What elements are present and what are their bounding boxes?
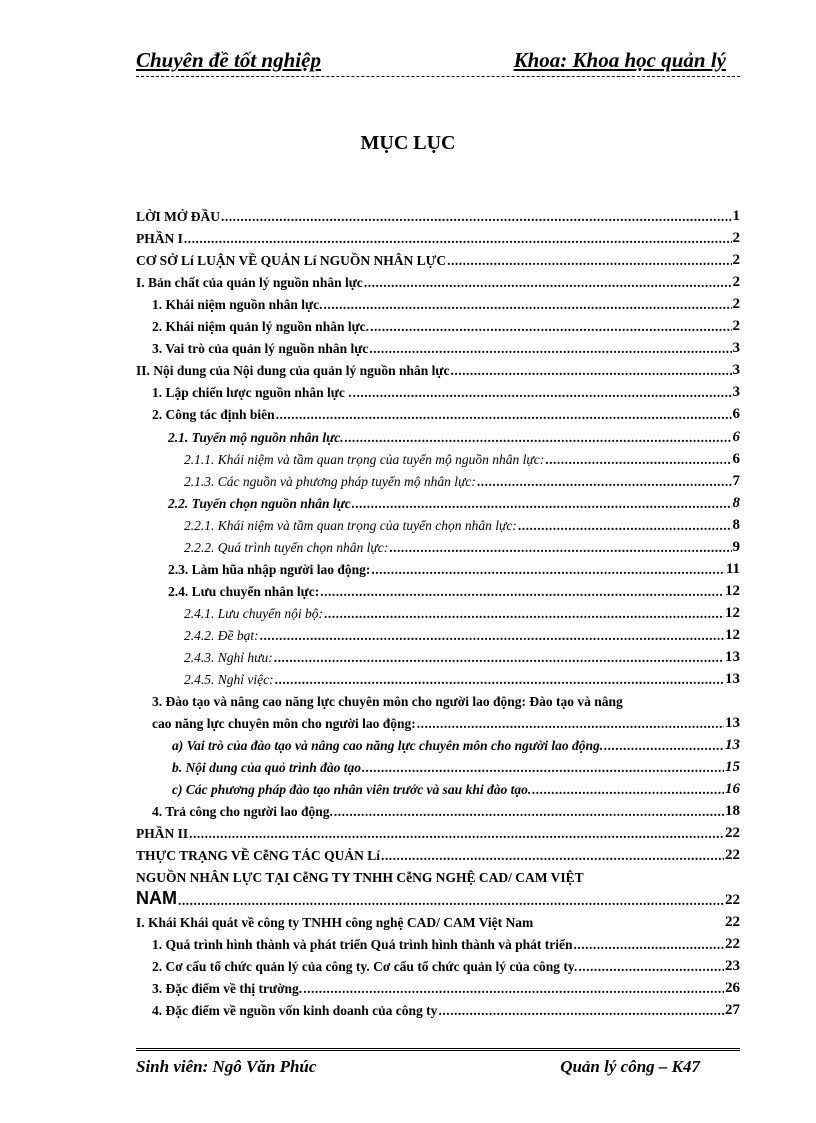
toc-entry-title: b. Nội dung của quỏ trình đào tạo	[172, 760, 362, 776]
page-footer	[136, 1048, 740, 1079]
toc-entry-title: PHẦN I	[136, 231, 183, 247]
toc-entry[interactable]	[136, 997, 740, 1019]
toc-leader-dots	[381, 848, 724, 864]
toc-leader-dots	[320, 584, 724, 600]
toc-entry[interactable]	[136, 820, 740, 842]
toc-entry-title: 3. Đào tạo và nâng cao năng lực chuyên môn cho người lao động: Đào tạo và nâng	[152, 694, 623, 710]
toc-entry[interactable]	[136, 732, 740, 754]
toc-entry-title: 2.4.3. Nghỉ hưu:	[184, 649, 273, 665]
toc-page-number: 13	[725, 648, 740, 665]
toc-entry[interactable]	[136, 776, 740, 798]
toc-entry-title: I. Khái Khái quát về công ty TNHH công nghệ CAD/ CAM Việt Nam	[136, 914, 534, 930]
toc-entry-title: 3. Đặc điểm về thị trường.	[152, 980, 303, 996]
toc-leader-dots	[324, 606, 724, 622]
toc-page-number: 3	[732, 362, 740, 379]
toc-page-number: 16	[725, 781, 740, 798]
toc-leader-dots	[274, 650, 724, 666]
toc-entry-title: NAM	[136, 887, 177, 908]
table-of-contents	[136, 203, 740, 1019]
toc-entry[interactable]	[136, 864, 740, 886]
toc-page-number: 23	[725, 957, 740, 974]
toc-entry-title: II. Nội dung của Nội dung của quản lý nguồn nhân lực	[136, 363, 450, 379]
toc-entry[interactable]	[136, 622, 740, 644]
toc-entry-title: 2. Cơ cấu tổ chức quản lý của công ty. Cơ cấu tổ chức quản lý của công ty.	[152, 958, 578, 974]
toc-page-number: 13	[725, 737, 740, 754]
toc-page-number: 22	[725, 935, 740, 952]
toc-page-number: 6	[732, 406, 740, 423]
toc-entry-title: 4. Trả công cho người lao động.	[152, 804, 333, 820]
toc-entry[interactable]	[136, 886, 740, 908]
toc-page-number: 12	[725, 582, 740, 599]
toc-entry-title: LỜI MỞ ĐẦU	[136, 209, 220, 225]
header-left: Chuyên đề tốt nghiệp	[136, 48, 321, 72]
page-header	[136, 46, 740, 77]
toc-leader-dots	[362, 760, 724, 776]
toc-page-number: 12	[725, 626, 740, 643]
toc-entry[interactable]	[136, 688, 740, 710]
toc-page-number: 2	[732, 296, 740, 313]
toc-entry-title: 2.2.1. Khái niệm và tầm quan trọng của tuyển chọn nhân lực:	[184, 517, 517, 533]
toc-entry[interactable]	[136, 666, 740, 688]
toc-leader-dots	[604, 738, 724, 754]
toc-entry-title: 3. Vai trò của quản lý nguồn nhân lực	[152, 341, 369, 357]
toc-entry-title: 2. Công tác định biên	[152, 407, 275, 423]
toc-entry[interactable]	[136, 423, 740, 445]
toc-entry[interactable]	[136, 490, 740, 512]
toc-entry[interactable]	[136, 798, 740, 820]
toc-entry[interactable]	[136, 379, 740, 401]
toc-leader-dots	[324, 297, 732, 313]
toc-entry-title: PHẦN II	[136, 826, 189, 842]
toc-entry[interactable]	[136, 909, 740, 931]
header-right: Khoa: Khoa học quản lý	[513, 48, 726, 72]
toc-entry-title: 2.4. Lưu chuyển nhân lực:	[168, 583, 320, 599]
toc-entry-title: 2.3. Làm hũa nhập người lao động:	[168, 561, 371, 577]
toc-entry[interactable]	[136, 975, 740, 997]
toc-leader-dots	[370, 319, 731, 335]
toc-entry-title: 1. Khái niệm nguồn nhân lực.	[152, 297, 323, 313]
toc-page-number: 22	[725, 891, 740, 908]
toc-leader-dots	[450, 363, 731, 379]
toc-leader-dots	[221, 209, 732, 225]
toc-entry[interactable]	[136, 203, 740, 225]
toc-leader-dots	[260, 628, 724, 644]
toc-page-number: 1	[732, 208, 740, 225]
toc-leader-dots	[178, 893, 724, 909]
toc-entry[interactable]	[136, 313, 740, 335]
toc-page-number: 13	[725, 671, 740, 688]
toc-entry-title: NGUỒN NHÂN LỰC TẠI CễNG TY TNHH CễNG NGHỆ CAD/ CAM VIỆT	[136, 870, 584, 886]
toc-page-number: 6	[732, 450, 740, 467]
toc-entry[interactable]	[136, 644, 740, 666]
toc-entry-title: 2.4.1. Lưu chuyển nội bộ:	[184, 605, 323, 621]
toc-entry[interactable]	[136, 357, 740, 379]
toc-entry-title: 2.1. Tuyển mộ nguồn nhân lực.	[168, 429, 344, 445]
toc-page-number: 26	[725, 979, 740, 996]
toc-page-number: 3	[732, 384, 740, 401]
toc-entry-title: 2.1.3. Các nguồn và phương pháp tuyển mộ nhân lực:	[184, 473, 476, 489]
toc-leader-dots	[532, 782, 724, 798]
toc-page-number: 6	[732, 428, 740, 445]
toc-page-number: 2	[732, 318, 740, 335]
toc-leader-dots	[303, 981, 724, 997]
toc-entry-title: 4. Đặc điểm về nguồn vốn kinh doanh của công ty	[152, 1002, 438, 1018]
toc-page-number: 2	[732, 274, 740, 291]
toc-entry[interactable]	[136, 842, 740, 864]
toc-entry[interactable]	[136, 247, 740, 269]
footer-left: Sinh viên: Ngô Văn Phúc	[136, 1057, 317, 1076]
toc-page-number: 2	[732, 252, 740, 269]
toc-page-number: 12	[725, 604, 740, 621]
toc-leader-dots	[545, 452, 731, 468]
footer-right: Quản lý công – K47	[560, 1057, 700, 1076]
toc-entry-title: 1. Quá trình hình thành và phát triển Quá trình hình thành và phát triển	[152, 936, 573, 952]
toc-entry-title: 2. Khái niệm quản lý nguồn nhân lực.	[152, 319, 370, 335]
toc-entry-title: CƠ SỞ Lí LUẬN VỀ QUẢN Lí NGUỒN NHÂN LỰC	[136, 253, 447, 269]
toc-leader-dots	[345, 430, 732, 446]
toc-page-number: 7	[732, 472, 740, 489]
toc-page-number: 3	[732, 340, 740, 357]
toc-entry-title: 2.4.2. Đề bạt:	[184, 627, 259, 643]
toc-entry-title: cao năng lực chuyên môn cho người lao động:	[152, 716, 416, 732]
toc-entry[interactable]	[136, 600, 740, 622]
toc-leader-dots	[518, 518, 732, 534]
toc-entry-title: I. Bản chất của quản lý nguồn nhân lực	[136, 275, 363, 291]
toc-leader-dots	[189, 826, 724, 842]
toc-entry[interactable]	[136, 754, 740, 776]
toc-leader-dots	[352, 496, 732, 512]
toc-entry[interactable]	[136, 291, 740, 313]
toc-entry-title: c) Các phương pháp đào tạo nhân viên trước và sau khi đào tạo.	[172, 782, 532, 798]
toc-leader-dots	[578, 959, 724, 975]
toc-entry[interactable]	[136, 269, 740, 291]
toc-page-number: 9	[732, 538, 740, 555]
toc-leader-dots	[389, 540, 731, 556]
toc-entry-title: 2.2.2. Quá trình tuyển chọn nhân lực:	[184, 539, 389, 555]
toc-leader-dots	[364, 275, 732, 291]
toc-page-number: 8	[732, 494, 740, 511]
toc-entry-title: 2.4.5. Nghỉ việc:	[184, 672, 274, 688]
toc-entry[interactable]	[136, 468, 740, 490]
toc-entry-title: 1. Lập chiến lược nguồn nhân lực .	[152, 385, 352, 401]
toc-leader-dots	[353, 385, 732, 401]
toc-entry[interactable]	[136, 446, 740, 468]
toc-entry[interactable]	[136, 225, 740, 247]
toc-leader-dots	[334, 804, 724, 820]
toc-page-number: 13	[725, 715, 740, 732]
toc-leader-dots	[417, 716, 724, 732]
toc-entry[interactable]	[136, 578, 740, 600]
toc-leader-dots	[184, 231, 732, 247]
toc-entry-title: THỰC TRẠNG VỀ CễNG TÁC QUẢN Lí	[136, 848, 381, 864]
toc-page-number: 27	[725, 1001, 740, 1018]
toc-page-number: 2	[732, 230, 740, 247]
toc-leader-dots	[438, 1003, 724, 1019]
toc-entry[interactable]	[136, 401, 740, 423]
toc-page-number: 22	[725, 913, 740, 930]
toc-page-number: 8	[732, 516, 740, 533]
toc-leader-dots	[371, 562, 724, 578]
toc-entry[interactable]	[136, 556, 740, 578]
toc-leader-dots	[369, 341, 731, 357]
toc-entry[interactable]	[136, 710, 740, 732]
toc-entry[interactable]	[136, 335, 740, 357]
toc-page-number: 22	[725, 825, 740, 842]
toc-entry[interactable]	[136, 953, 740, 975]
toc-entry[interactable]	[136, 931, 740, 953]
toc-leader-dots	[447, 253, 731, 269]
toc-leader-dots	[477, 474, 732, 490]
page-title: MỤC LỤC	[360, 132, 456, 154]
toc-entry-title: 2.2. Tuyển chọn nguồn nhân lực	[168, 495, 351, 511]
toc-entry[interactable]	[136, 534, 740, 556]
toc-page-number: 15	[725, 759, 740, 776]
toc-leader-dots	[574, 937, 725, 953]
toc-entry[interactable]	[136, 512, 740, 534]
toc-entry-title: 2.1.1. Khái niệm và tầm quan trọng của tuyển mộ nguồn nhân lực:	[184, 451, 545, 467]
toc-page-number: 22	[725, 847, 740, 864]
toc-page-number: 11	[725, 560, 740, 577]
toc-leader-dots	[276, 407, 732, 423]
toc-leader-dots	[275, 672, 724, 688]
toc-page-number: 18	[725, 803, 740, 820]
toc-entry-title: a) Vai trò của đào tạo và nâng cao năng lực chuyên môn cho người lao động.	[172, 738, 604, 754]
